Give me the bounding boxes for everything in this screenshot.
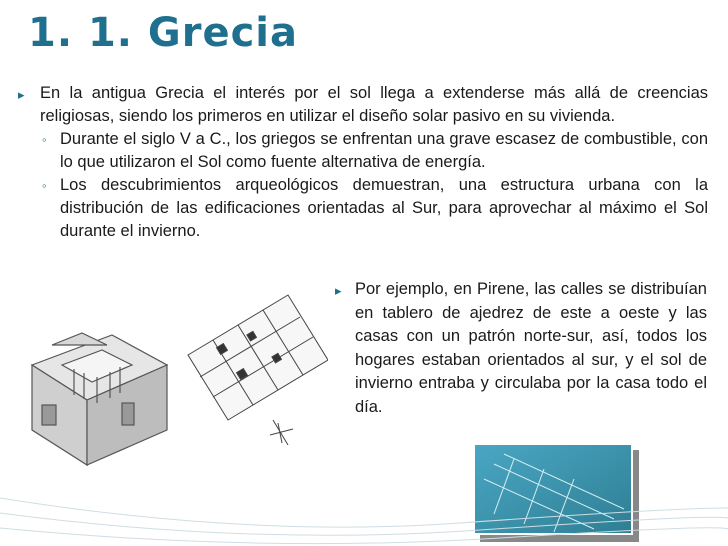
greek-house-illustration [22, 325, 172, 475]
sub-bullet-item [18, 128, 708, 174]
slide-title: 1. 1. Grecia [28, 10, 299, 56]
sub-bullet-text: Los descubrimientos arqueológicos demuestran, una estructura urbana con la distribución de las edificaciones orientadas al Sur, para aprovechar al máximo el Sol durante el invierno. [60, 176, 708, 240]
sub-bullet-text: Durante el siglo V a C., los griegos se enfrentan una grave escasez de combustible, con lo que utilizaron el Sol como fuente alternativa de energía. [60, 130, 708, 171]
circle-bullet-icon: ◦ [42, 178, 47, 193]
decorative-lines [0, 478, 728, 546]
bullet-text: En la antigua Grecia el interés por el sol llega a extenderse más allá de creencias religiosas, siendo los primeros en utilizar el diseño solar pasivo en su vivienda. [40, 84, 708, 125]
sub-bullet-item [18, 174, 708, 243]
bullet-item [335, 278, 707, 419]
city-plan-illustration [178, 285, 328, 460]
bullet-list [18, 82, 708, 243]
bullet-item [18, 82, 708, 128]
bullet-text: Por ejemplo, en Pirene, las calles se distribuían en tablero de ajedrez de este a oeste y las casas con un patrón norte-sur, así, todos los hogares estaban orientados al sur, y el sol de invierno entraba y circulaba por la casa todo el día. [355, 280, 707, 416]
triangle-bullet-icon: ▸ [18, 87, 25, 102]
circle-bullet-icon: ◦ [42, 132, 47, 147]
triangle-bullet-icon: ▸ [335, 283, 342, 298]
example-bullet [335, 278, 707, 419]
